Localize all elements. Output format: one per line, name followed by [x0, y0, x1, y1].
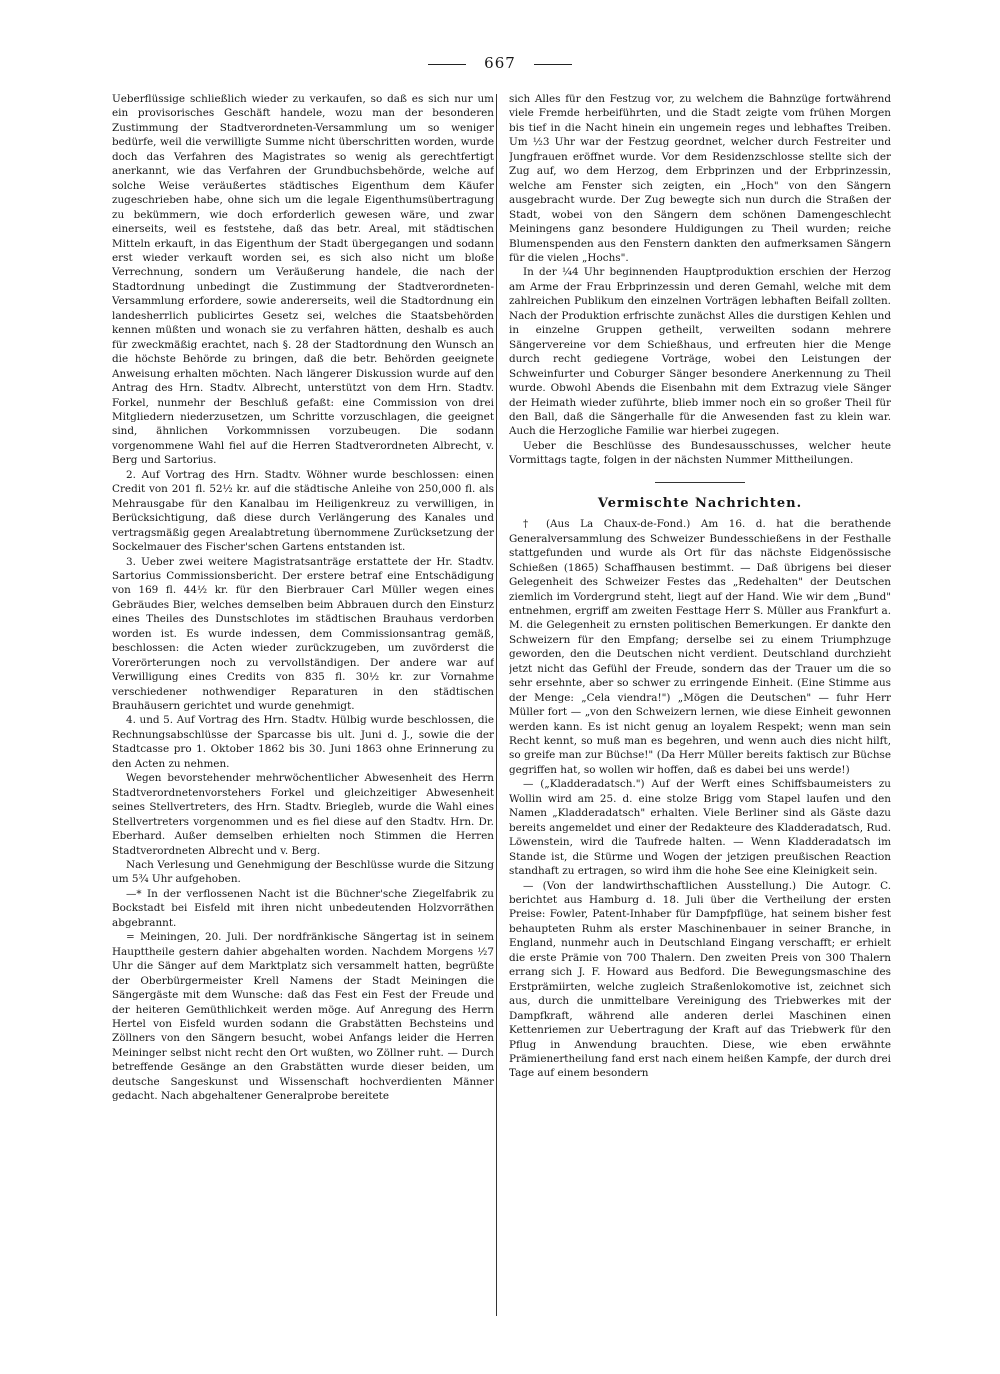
paragraph: 4. und 5. Auf Vortrag des Hrn. Stadtv. Hülbig wurde beschlossen, die Rechnungsabschlüsse der Sparcasse bis ult. Juni d. J., sowie die der Stadtcasse pro 1. Oktober 1862 bis 30. Juni 1863 ohne Erinnerung zu den Acten zu nehmen.: [112, 714, 494, 770]
paragraph: 2. Auf Vortrag des Hrn. Stadtv. Wöhner wurde beschlossen: einen Credit von 201 fl. 52½ kr. auf die städtische Anleihe von 250,000 fl. als Mehrausgabe für den Kanalbau im Heiligenkreuz zu verwilligen, in Berücksichtigung, daß diese durch Verlängerung des Kanales und vertragsmäßig gegen Arealabtretung übernommene Zurücksetzung der Sockelmauer des Fischer'schen Gartens entstanden ist.: [112, 468, 494, 554]
paragraph: Wegen bevorstehender mehrwöchentlicher Abwesenheit des Herrn Stadtverordnetenvorstehers Forkel und gleichzeitiger Abwesenheit seines Stellvertreters, des Hrn. Stadtv. Briegleb, wurde die Wahl eines Stellvertreters vorgenommen und es fiel diese auf den Stadtv. Hrn. Dr. Eberhard. Außer demselben erhielten noch Stimmen die Herren Stadtverordneten Albrecht und v. Berg.: [112, 772, 494, 857]
paragraph: = Meiningen, 20. Juli. Der nordfränkische Sängertag ist in seinem Haupttheile gestern dahier abgehalten worden. Nachdem Morgens ½7 Uhr die Sänger auf dem Marktplatz sich versammelt hatten, begrüßte der Oberbürgermeister Krell Namens der Stadt Meiningen die Sängergäste mit dem Wunsche: daß das Fest ein Fest der Freude und der heiteren Gemüthlichkeit werden möge. Auf Anregung des Herrn Hertel von Eisfeld wurden sodann die Grabstätten Bechsteins und Zöllners von den Sängern besucht, wobei Anfangs leider die Herren Meininger selbst nicht recht den Ort wußten, wo Zöllner ruht. — Durch betreffende Gesänge an den Grabstätten wurde dieser beiden, um deutsche Sangeskunst und Wissenschaft hochverdienten Männer gedacht. Nach abgehaltener Generalprobe bereitete: [112, 931, 494, 1103]
left-column: [112, 92, 494, 1324]
paragraph: —* In der verflossenen Nacht ist die Büchner'sche Ziegelfabrik zu Bockstadt bei Eisfeld mit ihren nicht unbedeutenden Holzvorräthen abgebrannt.: [112, 887, 494, 929]
paragraph: † (Aus La Chaux-de-Fond.) Am 16. d. hat die berathende Generalversammlung des Schweizer Bundesschießens in der Festhalle stattgefunden und wurde als Ort für das nächste Eidgenössische Schießen (1865) Schaffhausen bestimmt. — Daß übrigens bei dieser Gelegenheit des Schweizer Festes das „Redehalten" der Deutschen ziemlich im Vordergrund steht, liegt auf der Hand. Wie wir dem „Bund" entnehmen, ergriff am zweiten Festtage Herr S. Müller aus Frankfurt a. M. die Gelegenheit zu ernsten politischen Bemerkungen. Er dankte den Schweizern für den Empfang; derselbe sei zu einem Triumphzuge geworden, den die Deutschen nicht verdient. Deutschland durchzieht jetzt nicht das Gefühl der Freude, sondern das der Trauer um die so sehr ersehnte, aber so schwer zu erringende Einheit. (Eine Stimme aus der Menge: „Cela viendra!") „Mögen die Deutschen" — fuhr Herr Müller fort — „von den Schweizern lernen, wie diese Einheit gewonnen werden kann. Es ist nicht genug an loyalem Respekt; wenn man sein Recht kennt, so muß man es begehren, und wenn auch dies nicht hilft, so greife man zur Büchse!" (Da Herr Müller bereits faktisch zur Büchse gegriffen hat, so wollen wir hoffen, daß es dabei bei uns werde!): [509, 518, 891, 776]
section-separator: [655, 482, 745, 483]
header-rule-right: [534, 64, 572, 65]
page-number: 667: [484, 54, 516, 72]
page-header: [0, 54, 1000, 72]
section-heading: Vermischte Nachrichten.: [597, 495, 803, 511]
paragraph: — („Kladderadatsch.") Auf der Werft eines Schiffsbaumeisters zu Wollin wird am 25. d. eine stolze Brigg vom Stapel laufen und den Namen „Kladderadatsch" erhalten. Viele Berliner sind als Gäste dazu bereits angemeldet und einer der Redakteure des Kladderadatsch, Rud. Löwenstein, wird die Taufrede halten. — Wenn Kladderadatsch im Stande ist, die Stürme und Wogen der jetzigen preußischen Reaction standhaft zu ertragen, so wird ihm die hohe See eine Kleinigkeit sein.: [509, 778, 891, 878]
paragraph: 3. Ueber zwei weitere Magistratsanträge erstattete der Hr. Stadtv. Sartorius Commissionsbericht. Der erstere betraf eine Entschädigung von 169 fl. 44½ kr. für den Bierbrauer Carl Müller wegen eines Gebräudes Bier, welches demselben beim Abbrauen durch den Einsturz eines Theiles des Dunstschlotes im städtischen Brauhaus verdorben worden ist. Es wurde indessen, dem Commissionsantrag gemäß, beschlossen: die Acten wieder zurückzugeben, um zuvörderst die Vorerörterungen noch zu vervollständigen. Der andere war auf Verwilligung eines Credits von 835 fl. 30½ kr. zur Vornahme verschiedener nothwendiger Reparaturen in den städtischen Brauhäusern gerichtet und wurde genehmigt.: [112, 555, 494, 713]
right-column: [509, 92, 891, 1324]
paragraph: In der ¼4 Uhr beginnenden Hauptproduktion erschien der Herzog am Arme der Frau Erbprinzessin und deren Gemahl, welche mit dem zahlreichen Publikum den einzelnen Vorträgen lebhaften Beifall zollten. Nach der Produktion erfrischte zunächst Alles die durstigen Kehlen und in einzelne Gruppen getheilt, verweilten sodann mehrere Sängervereine vor dem Schießhaus, und erfreuten hier die Menge durch recht gediegene Vorträge, wobei den Leistungen der Schweinfurter und Coburger Sänger besondere Anerkennung zu Theil wurde. Obwohl Abends die Eisenbahn mit dem Extrazug viele Sänger der Heimath wieder zuführte, blieb immer noch ein so großer Theil für den Ball, daß die Sängerhalle für die Anwesenden fast zu klein war. Auch die Herzogliche Familie war hierbei zugegen.: [509, 266, 891, 438]
paragraph: Ueberflüssige schließlich wieder zu verkaufen, so daß es sich nur um ein provisorisches Geschäft handele, wozu man der besonderen Zustimmung der Stadtverordneten-Versammlung um so weniger bedürfe, weil die verwilligte Summe nicht überschritten worden, wurde doch das Verfahren des Magistrates so wenig als gerechtfertigt anerkannt, wie das Verfahren der Grundbuchsbehörde, welche auf solche Weise veräußertes städtisches Eigenthum dem Käufer zugeschrieben habe, ohne sich um die legale Eigenthumsübertragung zu bekümmern, wie doch erforderlich gewesen wäre, und zwar einerseits, weil es feststehe, daß das betr. Areal, mit städtischen Mitteln erkauft, in das Eigenthum der Stadt übergegangen und sodann erst wieder verkauft worden sei, es sich also nicht um bloße Verrechnung, sondern um Veräußerung handele, die nach der Stadtordnung unbedingt die Zustimmung der Stadtverordneten-Versammlung erfordere, sowie andererseits, weil die Stadtordnung ein landesherrlich publicirtes Gesetz sei, welches die Staatsbehörden kennen müßten und wonach sie zu verfahren hätten, deshalb es auch für zweckmäßig erachtet, nach §. 28 der Stadtordnung den Wunsch an die höchste Behörde zu bringen, daß die betr. Behörden geeignete Anweisung erhalten möchten. Nach längerer Diskussion wurde auf den Antrag des Hrn. Stadtv. Albrecht, unterstützt von dem Hrn. Stadtv. Forkel, nunmehr der Beschluß gefaßt: eine Commission von drei Mitgliedern niederzusetzen, um Schritte vorzuschlagen, die geeignet sind, ähnlichen Vorkommnissen vorzubeugen. Die sodann vorgenommene Wahl fiel auf die Herren Stadtverordneten Albrecht, v. Berg und Sartorius.: [112, 93, 494, 467]
paragraph: sich Alles für den Festzug vor, zu welchem die Bahnzüge fortwährend viele Fremde herbeiführten, und die Stadt zeigte vom frühen Morgen bis tief in die Nacht hinein ein ungemein reges und lebhaftes Treiben. Um ½3 Uhr war der Festzug geordnet, welcher durch Festreiter und Jungfrauen eröffnet wurde. Vor dem Residenzschlosse stellte sich der Zug auf, wo dem Herzog, dem Erbprinzen und der Erbprinzessin, welche am Fenster sich zeigten, ein „Hoch" von den Sängern ausgebracht wurde. Der Zug bewegte sich nun durch die Straßen der Stadt, wobei von den Sängern dem schönen Damengeschlecht Meiningens ganz besondere Huldigungen zu Theil wurden; reiche Blumenspenden aus den Fenstern dankten den aufmerksamen Sängern für die vielen „Hochs".: [509, 93, 891, 264]
header-rule-left: [428, 64, 466, 65]
paragraph: Ueber die Beschlüsse des Bundesausschusses, welcher heute Vormittags tagte, folgen in der nächsten Nummer Mittheilungen.: [509, 439, 891, 467]
paragraph: — (Von der landwirthschaftlichen Ausstellung.) Die Autogr. C. berichtet aus Hamburg d. 18. Juli über die Vertheilung der ersten Preise: Fowler, Patent-Inhaber für Dampfpflüge, hat seinem bisher fest behaupteten Ruhm als erster Maschinenbauer in seiner Branche, in England, nunmehr auch in Deutschland Eingang verschafft; er erhielt die erste Prämie von 700 Thalern. Den zweiten Preis von 300 Thalern errang sich J. F. Howard aus Bedford. Die Bewegungsmaschine des Erstprämiirten, welche zugleich Straßenlokomotive ist, zeichnet sich aus, durch die unmittelbare Vereinigung des Triebwerkes mit der Dampfkraft, während alle anderen derlei Maschinen einen Kettenriemen zur Uebertragung der Kraft auf das Triebwerk für den Pflug in Anwendung brauchten. Diese, wie eben erwähnte Prämienertheilung fand erst nach einem heißen Kampfe, der durch drei Tage auf einem besondern: [509, 879, 891, 1080]
column-divider: [496, 94, 497, 1316]
paragraph: Nach Verlesung und Genehmigung der Beschlüsse wurde die Sitzung um 5¾ Uhr aufgehoben.: [112, 859, 494, 886]
